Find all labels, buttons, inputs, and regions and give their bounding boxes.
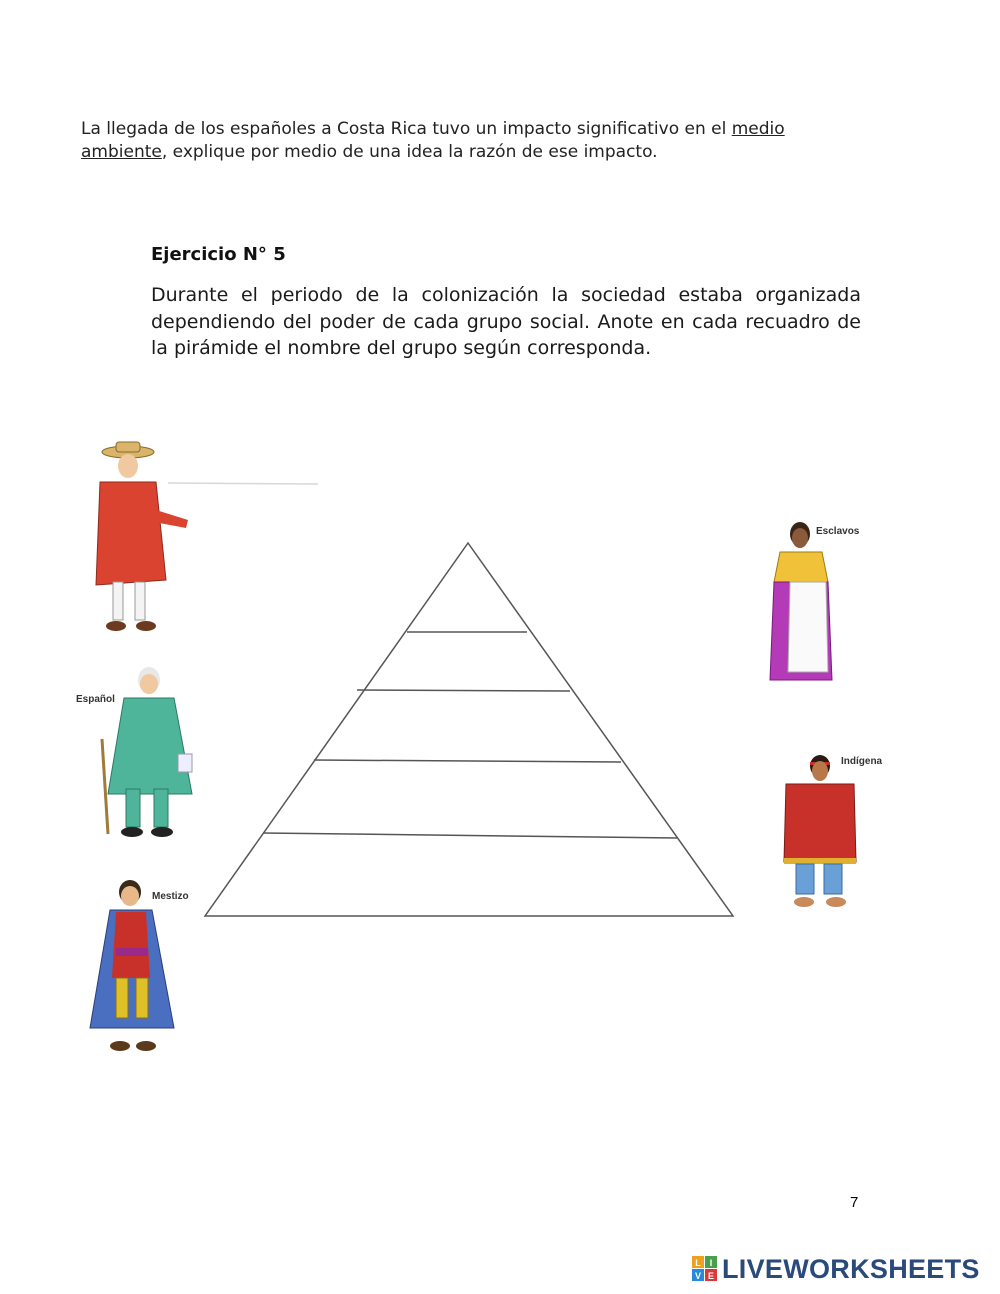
mestizo-label: Mestizo bbox=[152, 891, 189, 902]
exercise-title: Ejercicio N° 5 bbox=[151, 244, 286, 265]
espanol-label: Español bbox=[76, 694, 115, 705]
liveworksheets-wordmark: LIVEWORKSHEETS bbox=[722, 1253, 980, 1284]
logo-letter-e: E bbox=[707, 1271, 715, 1281]
logo-letter-v: V bbox=[694, 1271, 702, 1281]
page-number: 7 bbox=[850, 1194, 859, 1211]
pyramid-divider-2 bbox=[357, 690, 570, 691]
indigena-figure[interactable] bbox=[780, 754, 860, 912]
liveworksheets-logo[interactable] bbox=[692, 1254, 980, 1284]
intro-underlined-term: medio ambiente bbox=[81, 119, 785, 162]
liveworksheets-logo-icon bbox=[692, 1256, 718, 1282]
mestizo-figure[interactable] bbox=[88, 878, 188, 1058]
esclavos-label: Esclavos bbox=[816, 526, 860, 537]
indigena-label: Indígena bbox=[841, 756, 883, 767]
pyramid-outline bbox=[205, 543, 733, 916]
esclavos-figure[interactable] bbox=[766, 520, 838, 686]
colonial-man-hat-figure[interactable] bbox=[88, 440, 198, 640]
exercise-instructions: Durante el periodo de la colonización la sociedad estaba organizada dependiendo del poder de cada grupo social. Anote en cada recuadro de la pirámide el nombre del grupo según corresponda. bbox=[151, 284, 861, 359]
intro-text-before: La llegada de los españoles a Costa Rica tuvo un impacto significativo en el bbox=[81, 119, 732, 139]
pyramid-divider-3 bbox=[314, 760, 621, 762]
intro-text-after: , explique por medio de una idea la razón de ese impacto. bbox=[161, 142, 658, 162]
logo-letter-l: L bbox=[695, 1258, 701, 1268]
espanol-figure[interactable] bbox=[94, 664, 199, 844]
pyramid-divider-4 bbox=[263, 833, 677, 838]
logo-letter-i: I bbox=[709, 1258, 713, 1268]
